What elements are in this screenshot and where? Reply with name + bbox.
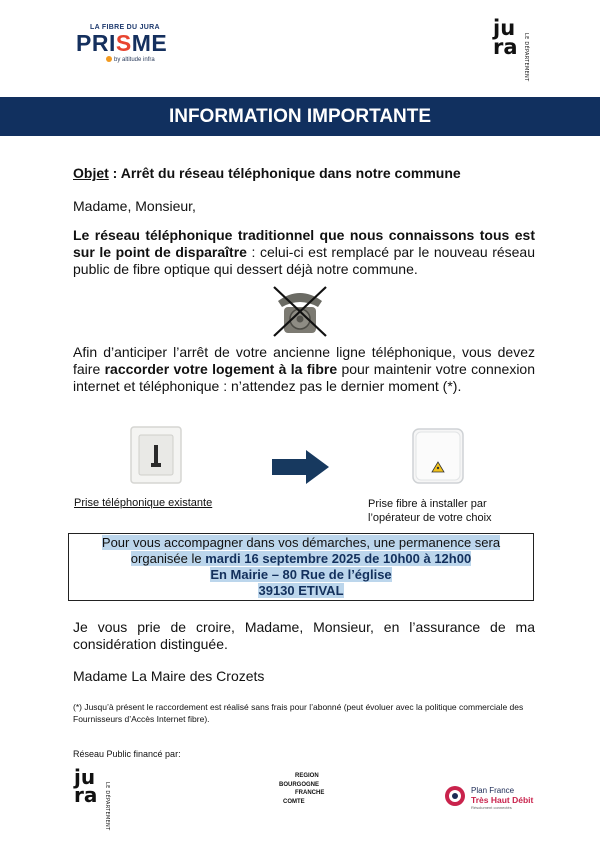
region-bfc-logo: REGION BOURGOGNE FRANCHE COMTE bbox=[279, 773, 325, 805]
anticipate-paragraph: Afin d’anticiper l’arrêt de votre ancienne ligne téléphonique, vous devez faire raccorder votre logement à la fibre pour maintenir votre connexion internet et téléphonique : n’attendez pas le dernier moment (*). bbox=[73, 344, 535, 394]
prisme-name: PRISME bbox=[76, 30, 168, 56]
salutation: Madame, Monsieur, bbox=[73, 198, 196, 214]
closing-paragraph: Je vous prie de croire, Madame, Monsieur, en l’assurance de ma considération distinguée. bbox=[73, 619, 535, 652]
caption-fiber-socket: Prise fibre à installer par l’opérateur de votre choix bbox=[368, 498, 492, 524]
plan-france-mark-icon bbox=[444, 785, 466, 807]
altitude-dot-icon bbox=[106, 56, 112, 62]
intro-paragraph: Le réseau téléphonique traditionnel que nous connaissons tous est sur le point de disparaître : celui-ci est remplacé par le nouveau réseau public de fibre optique qui dessert déjà notre commune. bbox=[73, 227, 536, 277]
plan-france-thd-logo: Plan France Très Haut Débit Résolument connectés bbox=[440, 783, 540, 813]
prisme-tagline: LA FIBRE DU JURA bbox=[90, 24, 160, 31]
caption-old-socket: Prise téléphonique existante bbox=[74, 497, 213, 509]
signature: Madame La Maire des Crozets bbox=[73, 668, 265, 684]
appointment-line-1: Pour vous accompagner dans vos démarches, une permanence sera bbox=[101, 535, 501, 550]
jura-logo-footer: ju ra LE DÉPARTEMENT bbox=[74, 765, 110, 831]
letter-subject: Objet : Arrêt du réseau téléphonique dans notre commune bbox=[73, 165, 461, 181]
appointment-box: Pour vous accompagner dans vos démarches, une permanence sera organisée le mardi 16 septembre 2025 de 10h00 à 12h00 En Mairie – 80 Rue de l’église 39130 ETIVAL bbox=[68, 533, 534, 601]
appointment-location: En Mairie – 80 Rue de l’église bbox=[210, 567, 392, 582]
prisme-by-line: by altitude infra bbox=[106, 56, 155, 63]
appointment-city: 39130 ETIVAL bbox=[258, 583, 344, 598]
crossed-out-rotary-phone-icon bbox=[270, 283, 330, 339]
footnote: (*) Jusqu’à présent le raccordement est réalisé sans frais pour l’abonné (peut évoluer avec la politique commerciale des Fournisseurs d’Accès Internet fibre). bbox=[73, 702, 524, 724]
funded-label: Réseau Public financé par: bbox=[73, 749, 181, 759]
appointment-date: mardi 16 septembre 2025 de 10h00 à 12h00 bbox=[205, 551, 472, 566]
jura-logo: ju ra LE DÉPARTEMENT bbox=[493, 16, 529, 82]
page-title-banner: INFORMATION IMPORTANTE bbox=[0, 97, 600, 136]
prisme-logo bbox=[76, 24, 166, 64]
fiber-optic-box-icon bbox=[410, 426, 466, 486]
telephone-wall-socket-icon bbox=[129, 425, 183, 485]
right-arrow-icon bbox=[272, 450, 329, 484]
